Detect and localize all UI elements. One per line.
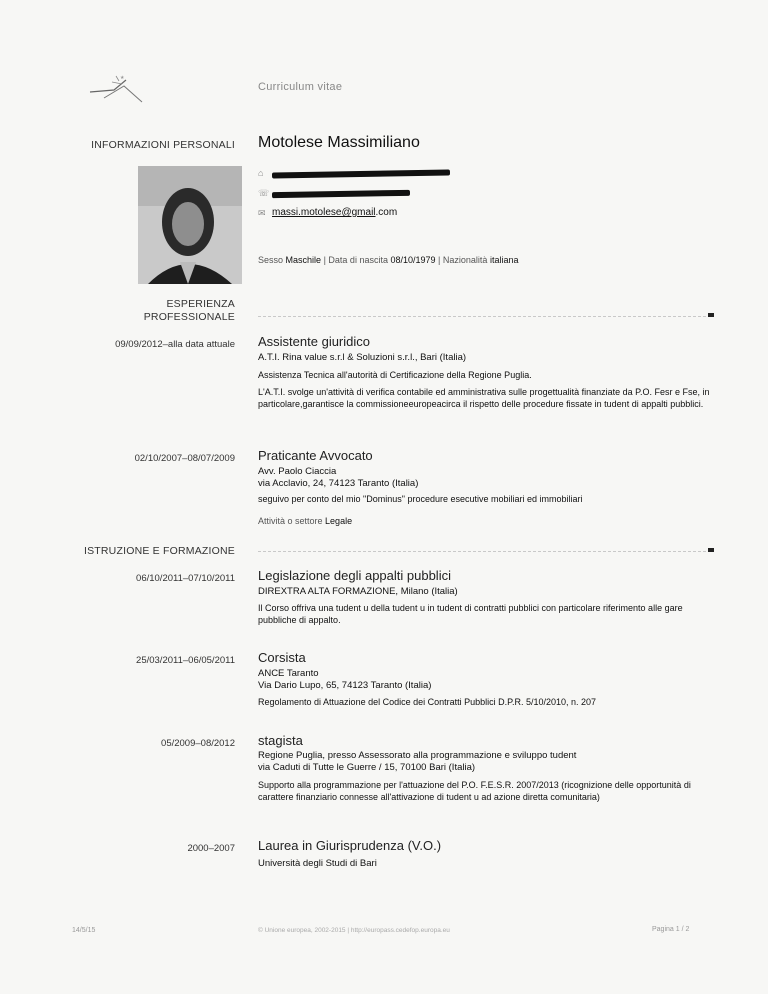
entry-date: 02/10/2007–08/07/2009 (134, 453, 235, 464)
entry-org: A.T.I. Rina value s.r.l & Soluzioni s.r.l., Bari (Italia) (258, 352, 467, 363)
svg-text:★: ★ (120, 75, 125, 81)
cv-title: Curriculum vitae (258, 81, 343, 93)
sex-label: Sesso (258, 255, 284, 265)
entry-title: Corsista (258, 650, 306, 665)
section-rule-end (708, 313, 714, 317)
sector-label: Attività o settore (258, 516, 323, 526)
entry-title: stagista (258, 733, 303, 748)
footer-date: 14/5/15 (72, 927, 96, 934)
section-label-personal: INFORMAZIONI PERSONALI (91, 139, 235, 151)
entry-org: ANCE Taranto (258, 668, 319, 679)
section-label-education: ISTRUZIONE E FORMAZIONE (83, 545, 235, 557)
section-label-line: PROFESSIONALE (143, 311, 235, 323)
phone-icon: ☏ (258, 188, 270, 198)
birth-label: Data di nascita (328, 255, 388, 265)
footer-page-number: Pagina 1 / 2 (652, 926, 690, 933)
entry-org: Regione Puglia, presso Assessorato alla programmazione e sviluppo tudent (258, 750, 577, 761)
entry-org-address: via Caduti di Tutte le Guerre / 15, 70100 Bari (Italia) (258, 762, 476, 773)
separator: | (323, 255, 326, 265)
person-name: Motolese Massimiliano (258, 134, 420, 151)
nationality-value: italiana (489, 255, 519, 265)
entry-sector (258, 516, 352, 528)
footer-copyright: © Unione europea, 2002-2015 | http://europass.cedefop.europa.eu (258, 927, 450, 934)
home-icon: ⌂ (258, 168, 264, 178)
section-rule (258, 551, 706, 552)
email-suffix: .com (375, 207, 398, 218)
entry-description: Regolamento di Attuazione del Codice dei Contratti Pubblici D.P.R. 5/10/2010, n. 207 (258, 697, 597, 707)
sex-value: Maschile (285, 255, 322, 265)
entry-date: 25/03/2011–06/05/2011 (136, 655, 235, 666)
entry-title: Assistente giuridico (258, 334, 370, 349)
entry-title: Laurea in Giurisprudenza (V.O.) (258, 838, 442, 853)
entry-title: Praticante Avvocato (258, 448, 373, 463)
redacted-address (272, 169, 450, 178)
entry-date: 09/09/2012–alla data attuale (115, 339, 235, 350)
nationality-label: Nazionalità (442, 255, 488, 265)
sector-value: Legale (325, 516, 353, 526)
entry-description: Il Corso offriva una tudent u della tudent u in tudent di contratti pubblici con particolare riferimento alle gare pubbliche di appalto. (258, 603, 683, 625)
entry-description: seguivo per conto del mio "Dominus" procedure esecutive mobiliari ed immobiliari (258, 494, 583, 504)
section-label-line: ESPERIENZA (166, 298, 235, 310)
redacted-phone (272, 190, 410, 198)
entry-org: DIREXTRA ALTA FORMAZIONE, Milano (Italia) (258, 586, 458, 597)
personal-details (258, 255, 518, 265)
birth-value: 08/10/1979 (390, 255, 436, 265)
entry-description: Supporto alla programmazione per l'attuazione del P.O. F.E.S.R. 2007/2013 (ricognizione delle opportunità di carattere finanziario connesse all'attivazione di tudent u ad azione diretta comunitaria) (258, 780, 691, 802)
section-rule (258, 316, 706, 317)
section-label-experience (60, 298, 235, 324)
profile-photo (138, 166, 242, 284)
entry-org-address: Via Dario Lupo, 65, 74123 Taranto (Italia) (258, 680, 432, 691)
entry-org-address: via Acclavio, 24, 74123 Taranto (Italia) (258, 478, 419, 489)
entry-date: 2000–2007 (187, 843, 235, 854)
separator: | (438, 255, 441, 265)
europass-logo (86, 72, 150, 108)
entry-org: Università degli Studi di Bari (258, 858, 377, 869)
section-rule-end (708, 548, 714, 552)
entry-title: Legislazione degli appalti pubblici (258, 568, 451, 583)
email-line (272, 207, 397, 218)
entry-description: L'A.T.I. svolge un'attività di verifica contabile ed amministrativa sulle progettualità finanziate da P.O. Fesr e Fse, in particolare,garantisce la commissioneeuropeacirca il rispetto delle procedure fissate in tudent di appalti pubblici. (258, 387, 710, 409)
email-link[interactable]: massi.motolese@gmail (272, 207, 376, 218)
entry-org: Avv. Paolo Ciaccia (258, 466, 337, 477)
email-icon: ✉ (258, 208, 266, 218)
entry-date: 05/2009–08/2012 (161, 738, 235, 749)
entry-date: 06/10/2011–07/10/2011 (136, 573, 235, 584)
entry-description: Assistenza Tecnica all'autorità di Certificazione della Regione Puglia. (258, 370, 532, 380)
